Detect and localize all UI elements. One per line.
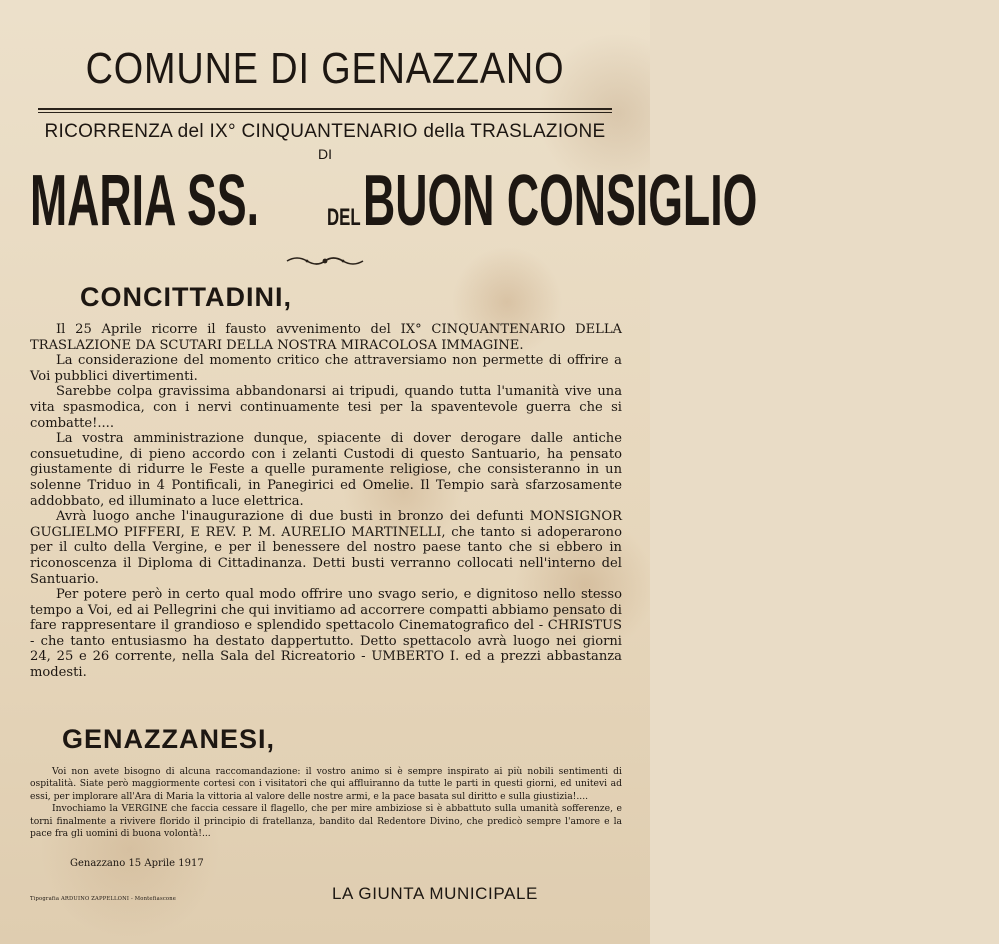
paragraph: Il 25 Aprile ricorre il fausto avvenimento del IX° CINQUANTENARIO DELLA TRASLAZIONE DA SCUTARI DELLA NOSTRA MIRACOLOSA IMMAGINE. [30,322,622,353]
name-part-2: BUON CONSIGLIO [363,161,758,241]
paragraph: La vostra amministrazione dunque, spiacente di dover derogare dalle antiche consuetudine, di pieno accordo con i zelanti Custodi di questo Santuario, ha pensato giustamente di ridurre le Feste a quelle puramente religiose, che consisteranno in un solenne Triduo in 4 Pontificali, in Panegirici ed Omelie. Il Tempio sarà sfarzosamente addobbato, ed illuminato a luce elettrica. [30,431,622,509]
paragraph: Invochiamo la VERGINE che faccia cessare il flagello, che per mire ambiziose si è abbattuto sulla umanità sofferenze, e torni finalmente a rivivere florido il principio di fratellanza, bandito dal Redentore Divino, che predicò sempre l'amore e la pace fra gli uomini di buona volontà!... [30,803,622,840]
subtitle-di: DI [318,146,332,162]
printer-credit: Tipografia ARDUINO ZAPPELLONI - Montefiascone [30,896,177,902]
paragraph: Sarebbe colpa gravissima abbandonarsi ai tripudi, quando tutta l'umanità vive una vita spasmodica, con i nervi continuamente tesi per la spaventevole guerra che si combatte!.... [30,384,622,431]
title-rule [38,108,612,110]
paragraph: Per potere però in certo qual modo offrire uno svago serio, e dignitoso nello stesso tempo a Voi, ed ai Pellegrini che qui invitiamo ad accorrere compatti abbiamo pensato di fare rappresentare il grandioso e splendido spettacolo Cinematografico del - CHRISTUS - che tanto entusiasmo ha destato dappertutto. Detto spettacolo avrà luogo nei giorni 24, 25 e 26 corrente, nella Sala del Ricreatorio - UMBERTO I. ed a prezzi abbastanza modesti. [30,587,622,681]
body-section-2 [30,766,622,840]
main-name-heading [30,160,758,250]
heading-genazzanesi: GENAZZANESI, [62,724,276,754]
name-part-1: MARIA SS. [30,161,260,241]
heading-concittadini: CONCITTADINI, [80,282,292,312]
paragraph: Voi non avete bisogno di alcuna raccomandazione: il vostro animo si è sempre inspirato ai più nobili sentimenti di ospitalità. Siate però maggiormente cortesi con i visitatori che qui affluiranno da tutte le parti in questi giorni, ed unitevi ad essi, per implorare all'Ara di Maria la vittoria al valore delle nostre armi, e la pace basata sul diritto e sulla giustizia!.... [30,766,622,802]
paragraph: La considerazione del momento critico che attraversiamo non permette di offrire a Voi pubblici divertimenti. [30,353,622,384]
body-section-1 [30,322,622,681]
name-del: DEL [327,204,361,231]
poster-title: COMUNE DI GENAZZANO [85,44,565,93]
title-rule-thin [38,112,612,113]
ornament-icon [285,254,365,268]
poster-subtitle: RICORRENZA del IX° CINQUANTENARIO della TRASLAZIONE [44,121,606,142]
signature-giunta: LA GIUNTA MUNICIPALE [332,884,538,903]
paragraph: Avrà luogo anche l'inaugurazione di due busti in bronzo dei defunti MONSIGNOR GUGLIELMO PIFFERI, E REV. P. M. AURELIO MARTINELLI, che tanto si adoperarono per il culto della Vergine, e per il benessere del nostro paese tanto che si ebbero in riconoscenza il Diploma di Cittadinanza. Detti busti verranno collocati nell'interno del Santuario. [30,509,622,587]
poster-date: Genazzano 15 Aprile 1917 [70,858,204,869]
